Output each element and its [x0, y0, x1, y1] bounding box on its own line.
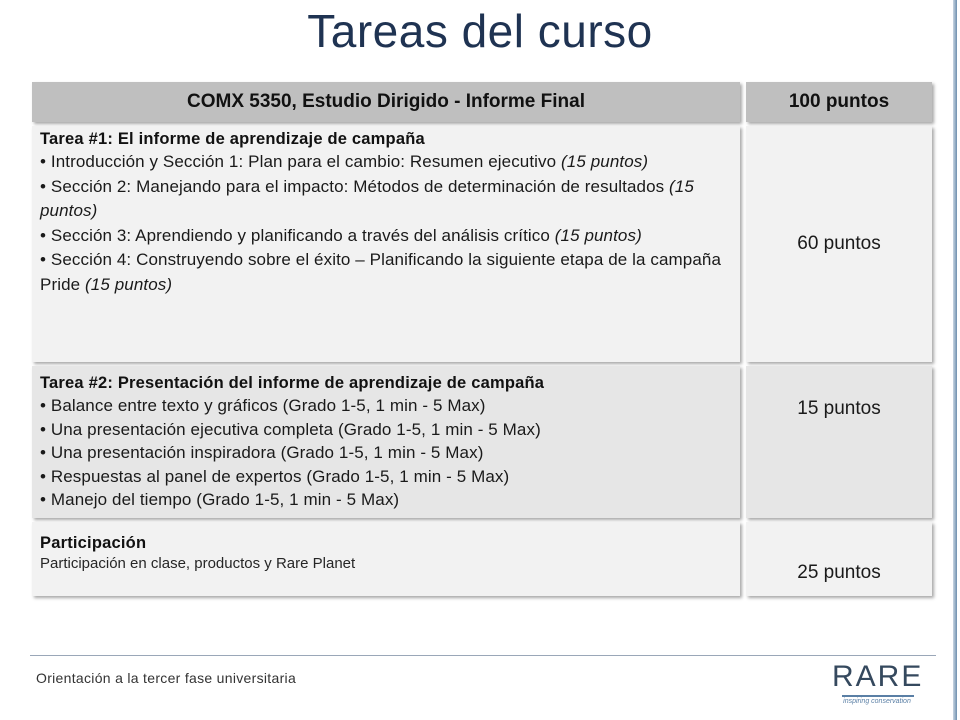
- task2-cell: [32, 366, 740, 518]
- task1-item: • Sección 3: Aprendiendo y planificando a través del análisis crítico (15 puntos): [40, 225, 642, 245]
- logo-tagline: inspiring conservation: [843, 698, 911, 705]
- footer-divider: [30, 655, 936, 656]
- table-header-points: 100 puntos: [746, 82, 932, 122]
- task2-item: • Respuestas al panel de expertos (Grado 1-5, 1 min - 5 Max): [40, 466, 510, 486]
- task1-points: 60 puntos: [746, 126, 932, 362]
- footer-text: Orientación a la tercer fase universitaria: [36, 670, 297, 686]
- participation-cell: [32, 522, 740, 596]
- course-tasks-table: [32, 82, 932, 596]
- task1-cell: [32, 126, 740, 362]
- task2-item: • Manejo del tiempo (Grado 1-5, 1 min - 5 Max): [40, 490, 400, 510]
- task2-item: • Una presentación ejecutiva completa (Grado 1-5, 1 min - 5 Max): [40, 419, 541, 439]
- task1-item: • Introducción y Sección 1: Plan para el cambio: Resumen ejecutivo (15 puntos): [40, 152, 649, 171]
- table-header-course: COMX 5350, Estudio Dirigido - Informe Final: [32, 82, 740, 122]
- participation-subtitle: Participación en clase, productos y Rare Planet: [40, 555, 356, 572]
- slide-right-edge-rule: [953, 0, 957, 720]
- task1-item: • Sección 2: Manejando para el impacto: Métodos de determinación de resultados (15 puntos): [40, 176, 694, 220]
- task2-item: • Balance entre texto y gráficos (Grado 1-5, 1 min - 5 Max): [40, 396, 486, 415]
- participation-points: 25 puntos: [746, 522, 932, 596]
- task2-item: • Una presentación inspiradora (Grado 1-5, 1 min - 5 Max): [40, 443, 484, 463]
- task2-points: 15 puntos: [746, 366, 932, 518]
- task1-item: • Sección 4: Construyendo sobre el éxito – Planificando la siguiente etapa de la campaña Pride (15 puntos): [40, 250, 722, 294]
- logo-wordmark: RARE: [832, 660, 924, 693]
- logo-underline: [842, 695, 914, 697]
- participation-title: Participación: [40, 534, 147, 552]
- rare-logo: [832, 660, 922, 708]
- slide-title: Tareas del curso: [307, 5, 653, 57]
- task2-title: Tarea #2: Presentación del informe de aprendizaje de campaña: [40, 374, 545, 392]
- task1-title: Tarea #1: El informe de aprendizaje de campaña: [40, 130, 425, 148]
